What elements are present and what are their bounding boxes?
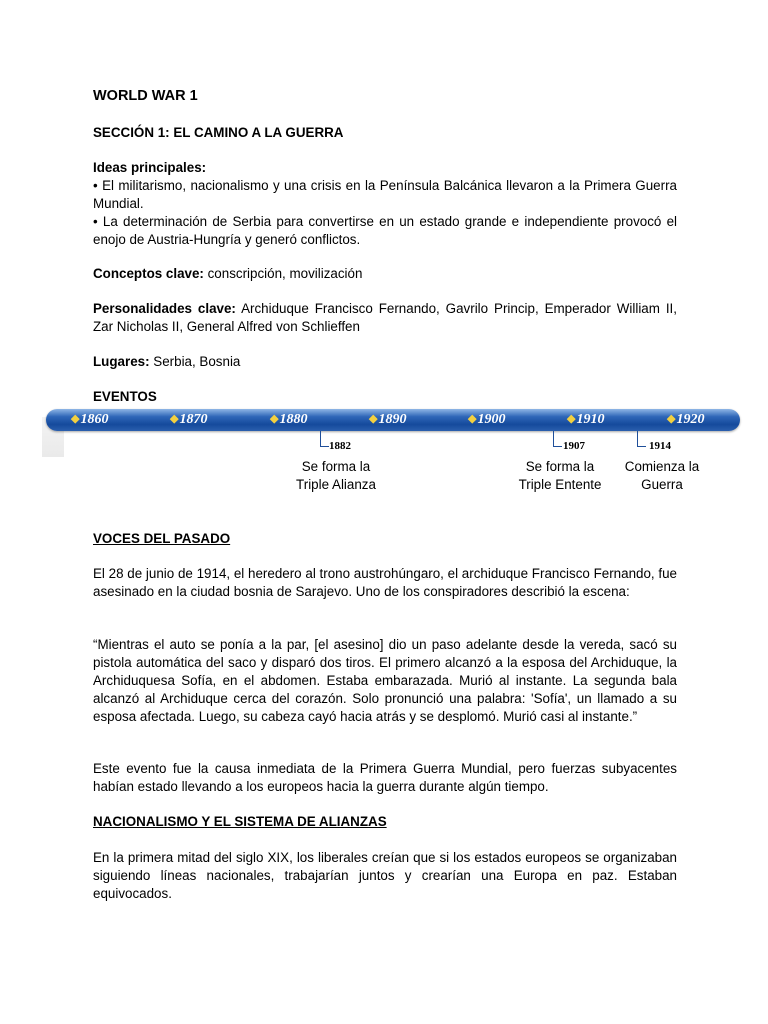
timeline-decade bbox=[270, 409, 307, 431]
ideas-bullet: • La determinación de Serbia para convertirse en un estado grande e independiente provocó el enojo de Austria-Hungría y generó conflictos. bbox=[93, 214, 677, 247]
timeline-decade bbox=[369, 409, 406, 431]
event-label-line: Triple Entente bbox=[518, 477, 602, 492]
timeline-decade bbox=[567, 409, 604, 431]
decade-label: 1870 bbox=[179, 412, 208, 427]
personalidades-value: Archiduque Francisco Fernando, Gavrilo Princip, Emperador William II, Zar Nicholas II, General Alfred von Schlieffen bbox=[93, 301, 677, 334]
personalidades-label: Personalidades clave: bbox=[93, 301, 236, 316]
decade-label: 1890 bbox=[378, 412, 407, 427]
document-title: WORLD WAR 1 bbox=[93, 88, 198, 104]
voces-paragraph: El 28 de junio de 1914, el heredero al trono austrohúngaro, el archiduque Francisco Fernando, fue asesinado en la ciudad bosnia de Sarajevo. Uno de los conspiradores describió la escena: bbox=[93, 566, 677, 599]
decade-label: 1910 bbox=[576, 412, 605, 427]
lugares-value: Serbia, Bosnia bbox=[149, 354, 241, 369]
event-label-line: Se forma la bbox=[525, 459, 595, 474]
diamond-icon: ◆ bbox=[567, 413, 576, 425]
event-label-line: Guerra bbox=[641, 477, 683, 492]
event-year: 1907 bbox=[563, 440, 585, 452]
event-label bbox=[281, 458, 391, 494]
timeline bbox=[42, 405, 742, 457]
diamond-icon: ◆ bbox=[71, 413, 80, 425]
diamond-icon: ◆ bbox=[170, 413, 179, 425]
voces-quote: “Mientras el auto se ponía a la par, [el asesino] dio un paso adelante desde la vereda, sacó su pistola automática del saco y disparó dos tiros. El primero alcanzó a la esposa del Archiduque, la Archiduquesa Sofía, en el abdomen. Estaba embarazada. Murió al instante. La segunda bala alcanzó al Archiduque cerca del corazón. Solo pronunció una palabra: 'Sofía', un llamado a su esposa afectada. Luego, su cabeza cayó hacia atrás y se desplomó. Murió casi al instante.” bbox=[93, 637, 677, 724]
decade-label: 1880 bbox=[279, 412, 308, 427]
event-label-line: Triple Alianza bbox=[296, 477, 376, 492]
decade-label: 1860 bbox=[80, 412, 109, 427]
event-label-line: Se forma la bbox=[301, 459, 371, 474]
event-label-line: Comienza la bbox=[624, 459, 700, 474]
timeline-decade bbox=[468, 409, 505, 431]
decade-label: 1900 bbox=[477, 412, 506, 427]
timeline-decade bbox=[170, 409, 207, 431]
eventos-heading: EVENTOS bbox=[93, 389, 157, 404]
diamond-icon: ◆ bbox=[270, 413, 279, 425]
personalidades-line bbox=[93, 300, 677, 336]
event-label bbox=[607, 458, 717, 494]
conceptos-line bbox=[93, 265, 677, 283]
ideas-bullet: • El militarismo, nacionalismo y una crisis en la Península Balcánica llevaron a la Primera Guerra Mundial. bbox=[93, 178, 677, 211]
section-title: SECCIÓN 1: EL CAMINO A LA GUERRA bbox=[93, 125, 344, 140]
conceptos-value: conscripción, movilización bbox=[203, 266, 363, 281]
event-tick bbox=[553, 431, 554, 447]
diamond-icon: ◆ bbox=[667, 413, 676, 425]
diamond-icon: ◆ bbox=[468, 413, 477, 425]
timeline-decade bbox=[667, 409, 704, 431]
ideas-block bbox=[93, 159, 677, 249]
timeline-decade bbox=[71, 409, 108, 431]
lugares-line bbox=[93, 353, 677, 371]
ideas-heading: Ideas principales: bbox=[93, 160, 207, 175]
event-tick bbox=[320, 431, 321, 447]
conceptos-label: Conceptos clave: bbox=[93, 266, 204, 281]
lugares-label: Lugares: bbox=[93, 354, 150, 369]
nacionalismo-heading: NACIONALISMO Y EL SISTEMA DE ALIANZAS bbox=[93, 814, 387, 829]
voces-paragraph: Este evento fue la causa inmediata de la Primera Guerra Mundial, pero fuerzas subyacentes habían estado llevando a los europeos hacia la guerra durante algún tiempo. bbox=[93, 761, 677, 794]
event-tick bbox=[637, 431, 638, 447]
diamond-icon: ◆ bbox=[369, 413, 378, 425]
event-year: 1914 bbox=[649, 440, 671, 452]
event-year: 1882 bbox=[329, 440, 351, 452]
decade-label: 1920 bbox=[676, 412, 705, 427]
voces-heading: VOCES DEL PASADO bbox=[93, 531, 231, 546]
event-label bbox=[505, 458, 615, 494]
nacionalismo-paragraph: En la primera mitad del siglo XIX, los liberales creían que si los estados europeos se organizaban siguiendo líneas nacionales, trabajarían juntos y crearían una Europa en paz. Estaban equivocados. bbox=[93, 850, 677, 901]
